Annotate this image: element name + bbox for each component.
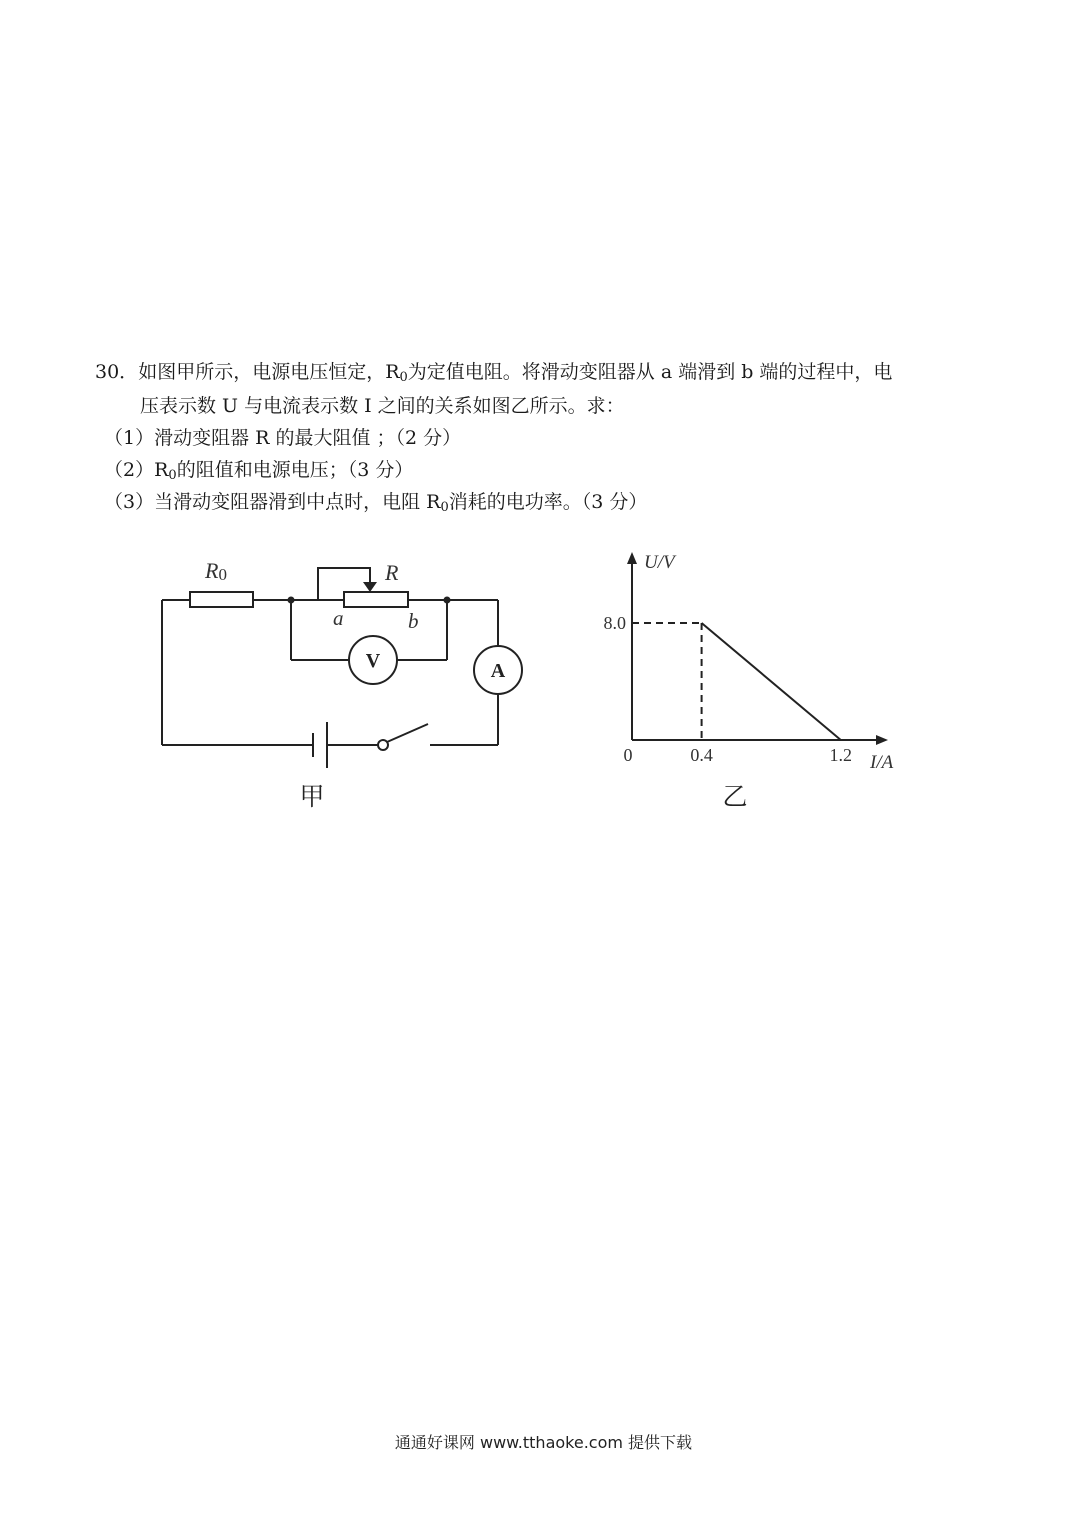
- r0-label: R0: [205, 558, 227, 584]
- question-text: 为定值电阻。将滑动变阻器从 a 端滑到 b 端的过程中，电: [407, 361, 893, 383]
- u-i-graph: [585, 545, 915, 820]
- part-text: 消耗的电功率。（3 分）: [448, 491, 648, 513]
- question-line-2: 压表示数 U 与电流表示数 I 之间的关系如图乙所示。求：: [140, 395, 625, 417]
- question-line-1: [95, 358, 892, 392]
- end-a-label: a: [333, 606, 344, 630]
- question-part-3: [104, 488, 647, 522]
- y-tick-label: 8.0: [603, 613, 626, 633]
- end-b-label: b: [408, 609, 419, 633]
- switch-blade: [387, 724, 428, 742]
- switch-pivot: [378, 740, 388, 750]
- x-axis-arrow: [876, 735, 888, 745]
- caption-jia: 甲: [299, 784, 325, 811]
- slider-arrow: [363, 582, 377, 592]
- x-tick-label: 1.2: [829, 745, 853, 765]
- part-text: （2）R: [104, 459, 169, 481]
- footer-credit: 通通好课网 www.tthaoke.com 提供下载: [394, 1433, 693, 1452]
- circuit-diagram: [150, 550, 540, 820]
- voltmeter-label: V: [365, 650, 381, 672]
- subscript: 0: [440, 500, 449, 515]
- caption-yi: 乙: [722, 784, 748, 811]
- series-line: [702, 623, 841, 740]
- part-text: （3）当滑动变阻器滑到中点时，电阻 R: [104, 491, 441, 513]
- r-label: R: [385, 560, 399, 585]
- y-axis-label: U/V: [644, 552, 675, 573]
- question-part-2: [104, 456, 413, 490]
- junction-dot: [288, 597, 295, 604]
- rheostat-r: [344, 592, 408, 607]
- junction-dot: [444, 597, 451, 604]
- question-part-1: （1）滑动变阻器 R 的最大阻值 ；（2 分）: [104, 427, 462, 449]
- x-axis-label: I/A: [870, 752, 894, 773]
- x-tick-label: 0.4: [690, 745, 713, 765]
- question-text: 如图甲所示，电源电压恒定，R: [138, 361, 400, 383]
- y-axis-arrow: [627, 552, 637, 564]
- subscript: 0: [399, 370, 408, 385]
- part-text: 的阻值和电源电压；（3 分）: [176, 459, 414, 481]
- ammeter-label: A: [490, 660, 506, 682]
- question-number: 30．: [95, 361, 139, 383]
- resistor-r0: [190, 592, 253, 607]
- origin-label: 0: [623, 745, 633, 765]
- subscript: 0: [168, 468, 177, 483]
